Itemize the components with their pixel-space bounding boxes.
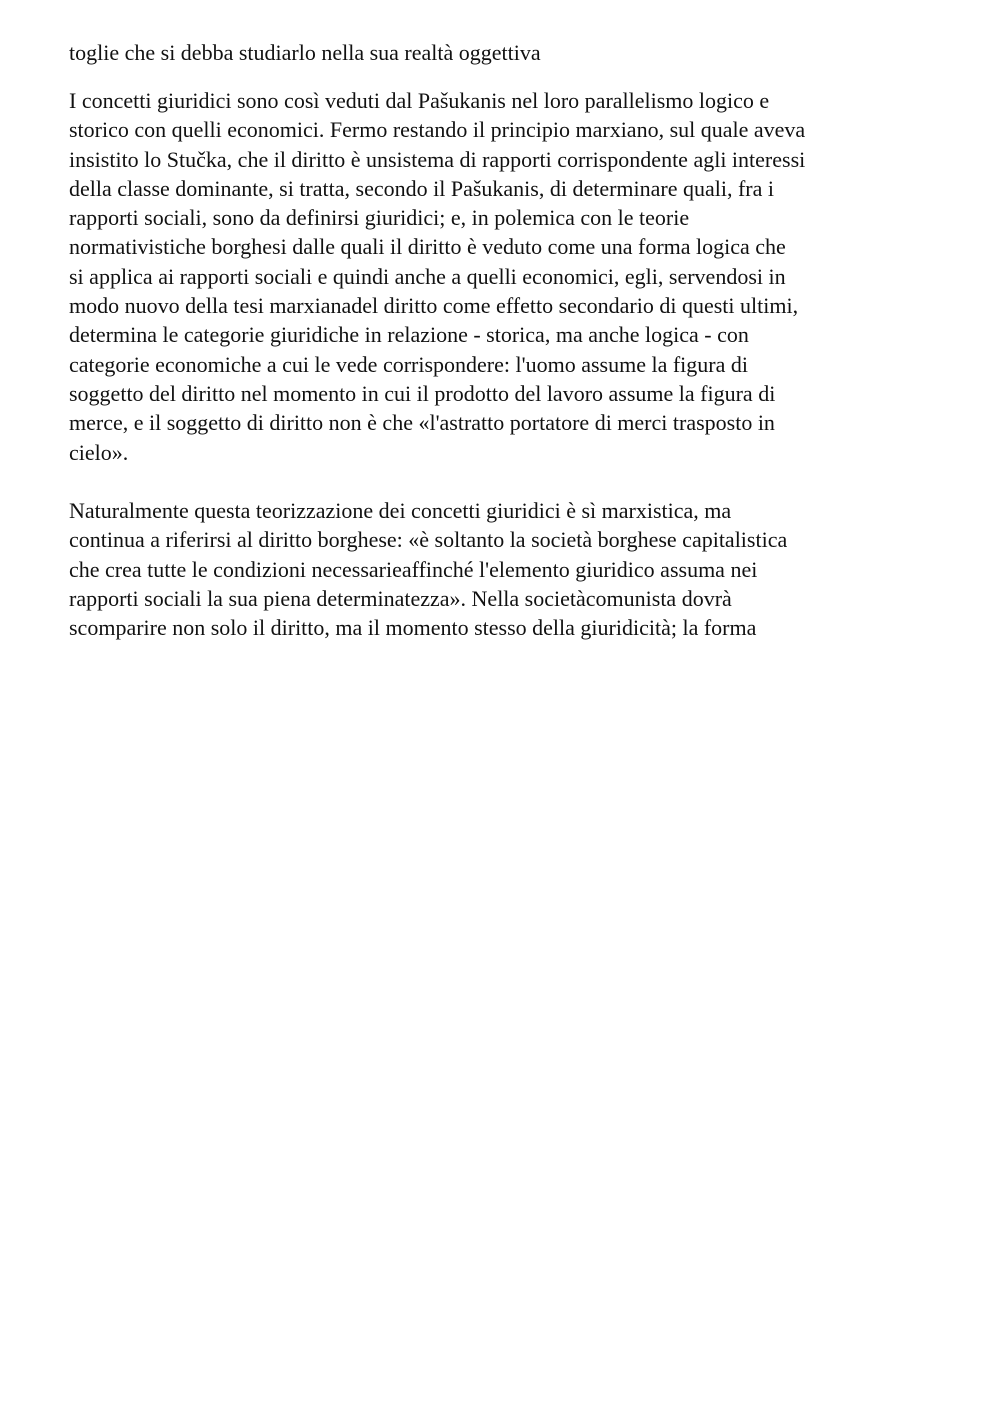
paragraph-bourgeois-law [69, 496, 949, 642]
text-line: continua a riferirsi al diritto borghese: «è soltanto la società borghese capitalistica [69, 527, 788, 553]
text-line: toglie che si debba studiarlo nella sua realtà oggettiva [69, 40, 541, 65]
text-line: cielo». [69, 439, 129, 465]
text-line: categorie economiche a cui le vede corrispondere: l'uomo assume la figura di [69, 351, 748, 377]
text-line: modo nuovo della tesi marxianadel diritto come effetto secondario di questi ultimi, [69, 293, 799, 319]
text-line: Naturalmente questa teorizzazione dei concetti giuridici è sì marxistica, ma [69, 498, 732, 523]
text-line: si applica ai rapporti sociali e quindi anche a quelli economici, egli, servendosi in [69, 263, 786, 289]
text-line: rapporti sociali, sono da definirsi giuridici; e, in polemica con le teorie [69, 205, 690, 231]
text-line: soggetto del diritto nel momento in cui il prodotto del lavoro assume la figura di [69, 380, 776, 406]
text-line: I concetti giuridici sono così veduti dal Pašukanis nel loro parallelismo logico e [69, 88, 770, 113]
text-line: storico con quelli economici. Fermo restando il principio marxiano, sul quale aveva [69, 117, 806, 143]
text-line: insistito lo Stučka, che il diritto è unsistema di rapporti corrispondente agli interessi [69, 146, 806, 172]
text-line: rapporti sociali la sua piena determinatezza». Nella societàcomunista dovrà [69, 585, 732, 611]
text-line: merce, e il soggetto di diritto non è che «l'astratto portatore di merci trasposto in [69, 410, 775, 436]
paragraph-continuation [69, 38, 949, 67]
text-line: scomparire non solo il diritto, ma il momento stesso della giuridicità; la forma [69, 615, 757, 641]
text-line: determina le categorie giuridiche in relazione - storica, ma anche logica - con [69, 322, 749, 348]
text-line: che crea tutte le condizioni necessarieaffinché l'elemento giuridico assuma nei [69, 556, 758, 582]
paragraph-pasukanis-concepts [69, 86, 949, 467]
text-line: della classe dominante, si tratta, secondo il Pašukanis, di determinare quali, fra i [69, 175, 775, 201]
text-line: normativistiche borghesi dalle quali il diritto è veduto come una forma logica che [69, 234, 786, 260]
